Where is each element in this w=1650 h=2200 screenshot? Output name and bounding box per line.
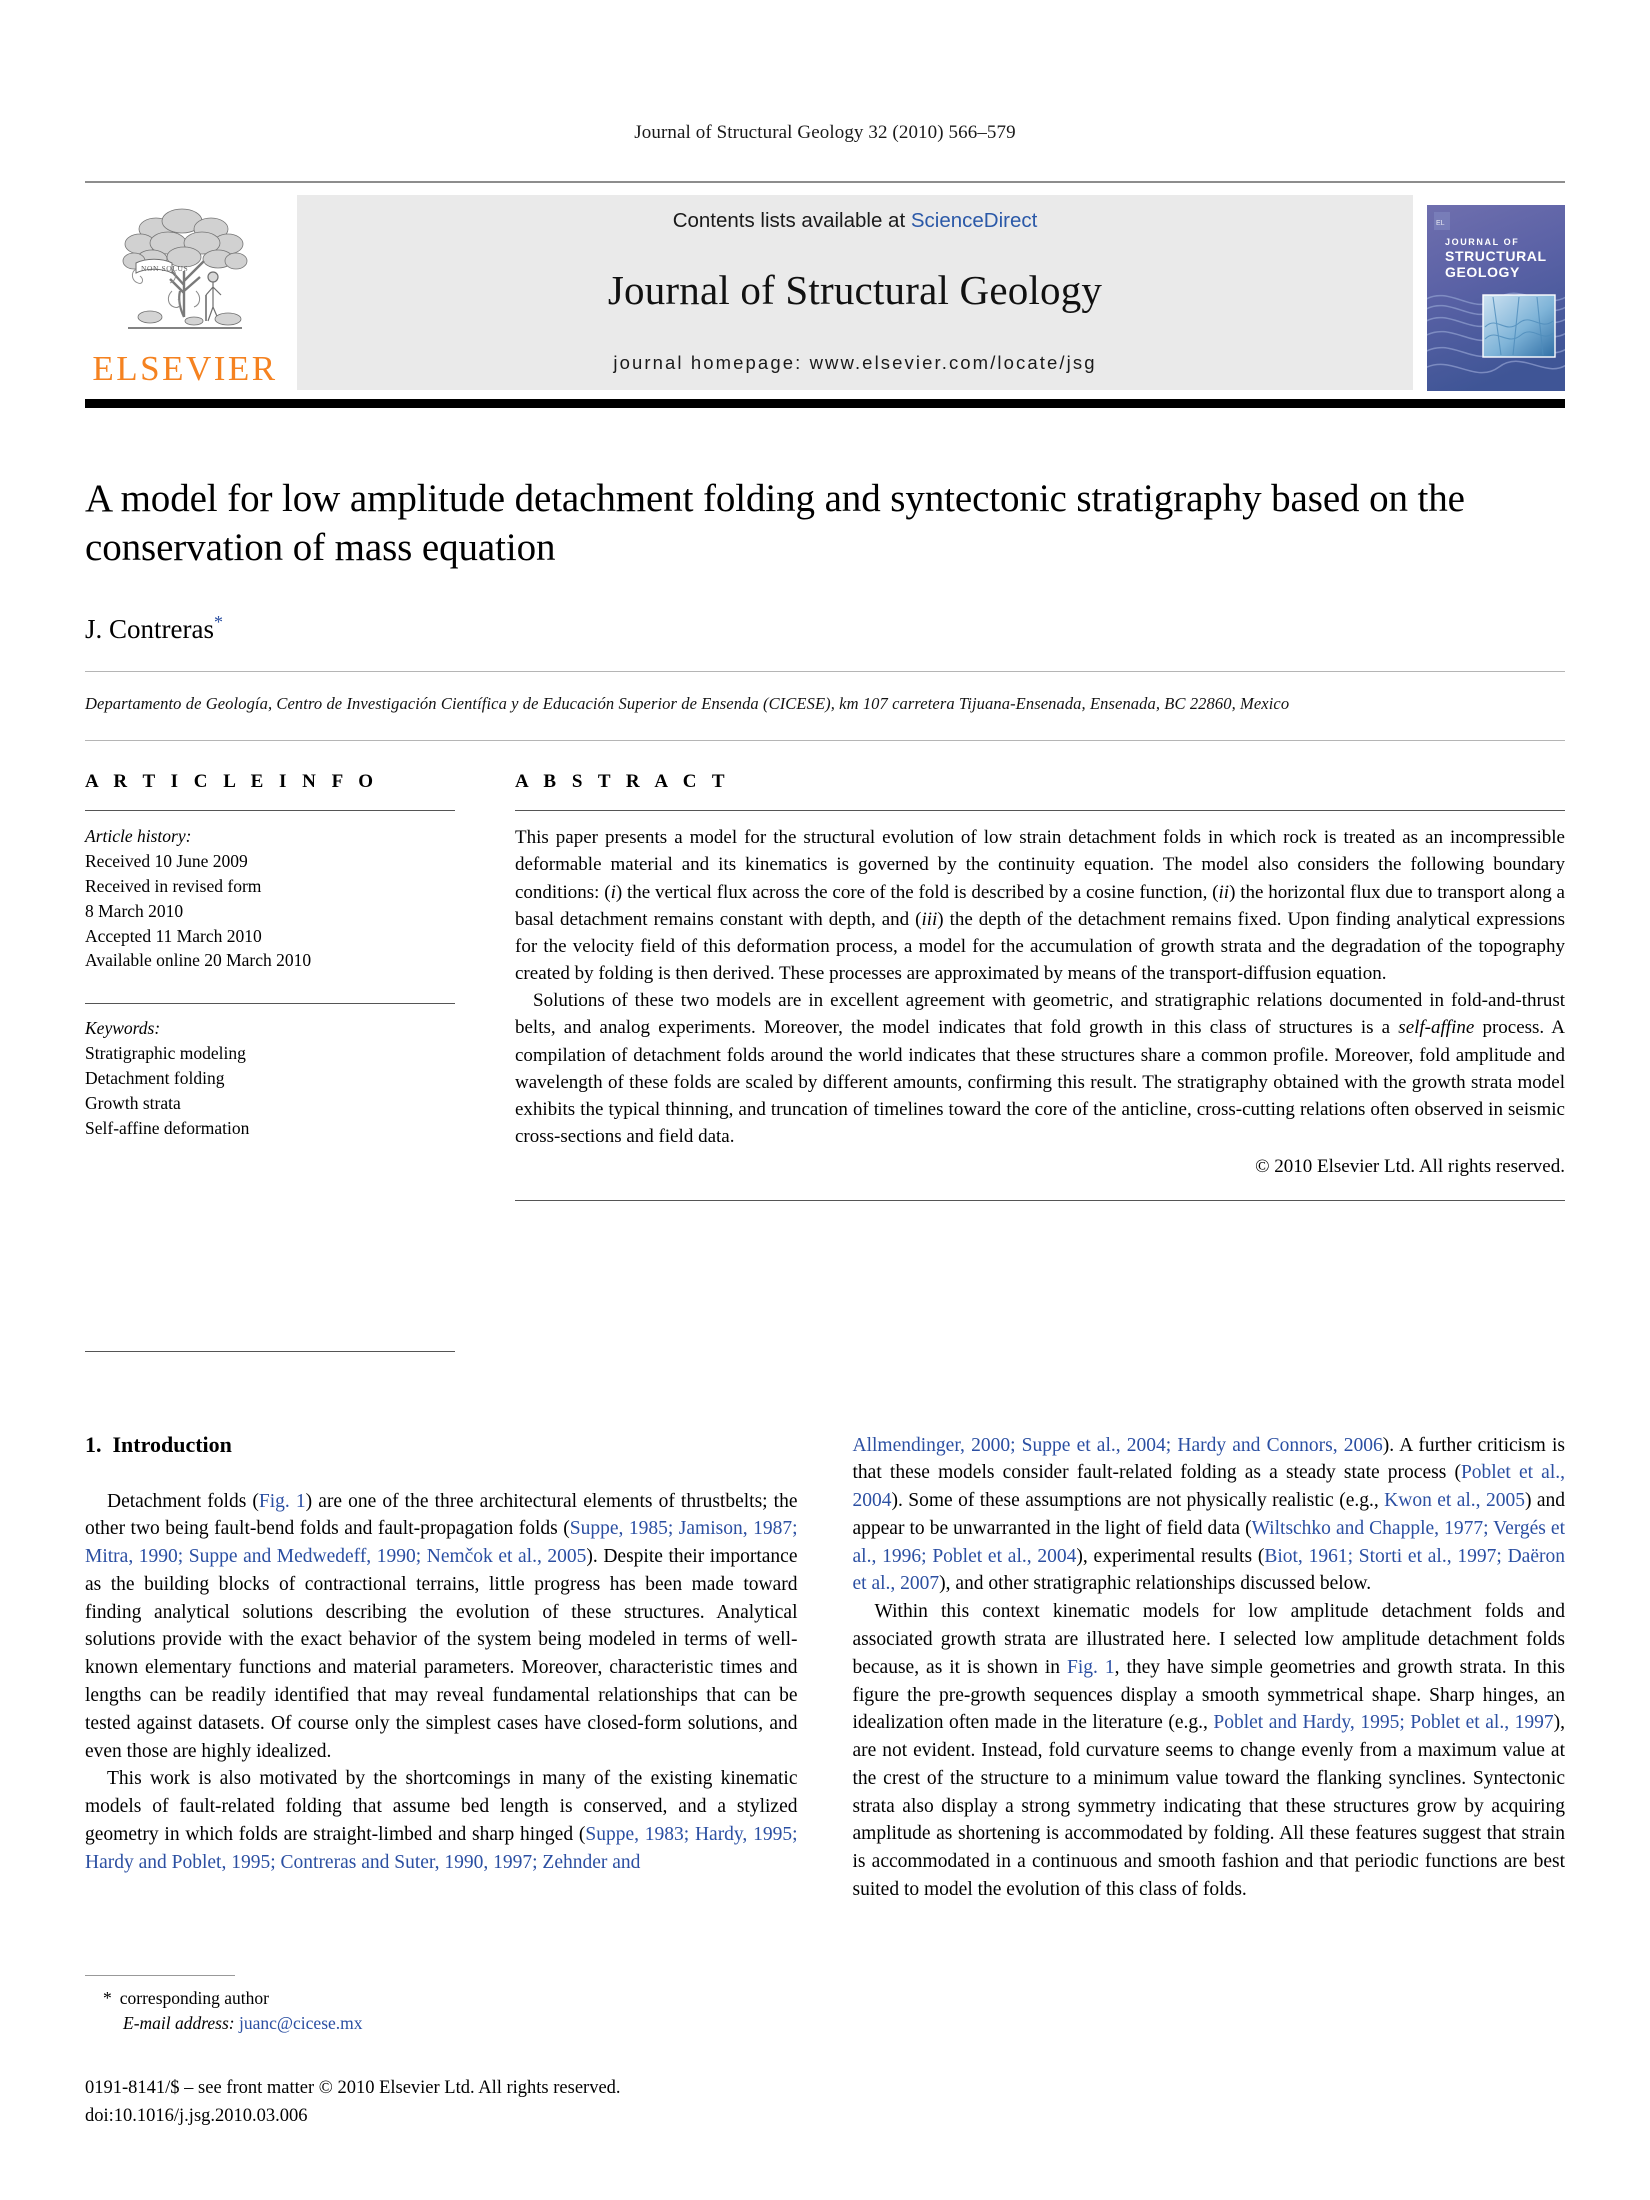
section-title: Introduction <box>112 1431 232 1457</box>
figure-reference-link[interactable]: Fig. 1 <box>1067 1656 1115 1678</box>
citation-link[interactable]: Wiltschko and Chapple, 1977; Vergés et al., 1996; Poblet et al., 2004 <box>852 1517 1565 1567</box>
intro-paragraph-1-cont <box>853 1432 1566 1599</box>
intro-left-text <box>85 1488 798 1877</box>
abstract-p1-c: ) the horizontal flux due to transport along a basal detachment remains constant with depth, and ( <box>515 881 1565 930</box>
citation-link[interactable]: Poblet et al., 2004 <box>852 1462 1565 1512</box>
journal-banner <box>85 181 1565 390</box>
body-column-right <box>853 1432 1566 1904</box>
abstract-cond-i: i <box>610 881 616 903</box>
email-note <box>103 2011 725 2036</box>
citation-link[interactable]: Biot, 1961; Storti et al., 1997; Daëron et al., 2007 <box>852 1545 1565 1595</box>
contents-available-line <box>673 209 1038 233</box>
figure-reference-link[interactable]: Fig. 1 <box>258 1490 306 1512</box>
intro-r-p1-e: ), and other stratigraphic relationships discussed below. <box>939 1573 1372 1595</box>
body-column-left <box>85 1432 798 1904</box>
keywords-rule <box>85 1003 455 1004</box>
cover-line-2: STRUCTURAL <box>1445 248 1547 264</box>
contents-prefix: Contents lists available at <box>672 209 911 232</box>
abstract-heading: A B S T R A C T <box>515 771 731 793</box>
abstract-self-affine-em: self-affine <box>1398 1017 1475 1039</box>
citation-link[interactable]: Allmendinger, 2000; Suppe et al., 2004; Hardy and Connors, 2006 <box>852 1434 1383 1456</box>
history-item: Received 10 June 2009 <box>85 851 248 872</box>
svg-text:EL: EL <box>1436 220 1445 227</box>
corresponding-author-note <box>103 1986 725 2011</box>
info-abstract-section <box>85 771 1565 1359</box>
article-info-column <box>85 771 455 1359</box>
abstract-bottom-rule <box>515 1200 1565 1201</box>
email-link[interactable]: juanc@cicese.mx <box>239 2013 363 2034</box>
author-label: J. Contreras <box>85 614 214 645</box>
non-solus-text: NON SOLUS <box>141 264 189 273</box>
abstract-p2-b: process. A compilation of detachment folds around the world indicates that these structures share a common profile. Moreover, fold amplitude and wavelength of these folds are scaled by different amounts, confirming this result. The stratigraphy obtained with the growth strata model exhibits the typical thinning, and truncation of timelines toward the core of the anticline, cross-cutting relations often observed in seismic cross-sections and field data. <box>515 1017 1566 1147</box>
article-info-bottom-rule <box>85 1351 455 1352</box>
running-head: Journal of Structural Geology 32 (2010) 566–579 <box>634 122 1016 143</box>
sciencedirect-link[interactable]: ScienceDirect <box>910 209 1038 232</box>
abstract-p1-a: This paper presents a model for the structural evolution of low strain detachment folds in which rock is treated as an incompressible deformable material and its kinematics is governed by the continuity equation. The model also considers the following boundary conditions: ( <box>515 827 1565 903</box>
affiliation: Departamento de Geología, Centro de Investigación Científica y de Educación Superior de Ensenda (CICESE), km 107 carretera Tijuana-Ensenada, Ensenada, BC 22860, Mexico <box>85 694 1290 714</box>
corresponding-author-marker: * <box>213 612 223 633</box>
keyword-item: Self-affine deformation <box>85 1117 250 1138</box>
journal-title: Journal of Structural Geology <box>607 267 1103 313</box>
intro-r-p1-d: ), experimental results ( <box>1076 1545 1265 1567</box>
banner-center <box>297 195 1413 390</box>
intro-r-p1-c: ) and appear to be unwarranted in the light of field data ( <box>852 1490 1566 1539</box>
cover-image <box>1427 205 1565 391</box>
abstract-p1-b: ) the vertical flux across the core of the fold is described by a cosine function, ( <box>615 881 1219 903</box>
abstract-p1-d: ) the depth of the detachment remains fixed. Upon finding analytical expressions for the velocity field of this deformation process, a model for the accumulation of growth strata and the degradation of the topography created by folding is then derived. These processes are approximated by means of the transport-diffusion equation. <box>515 908 1565 985</box>
abstract-paragraph-1 <box>515 824 1565 987</box>
page-title: A model for low amplitude detachment folding and syntectonic stratigraphy based on the conservation of mass equation <box>85 477 1465 570</box>
keywords-block <box>85 1016 455 1140</box>
article-info-heading: A R T I C L E I N F O <box>85 771 379 793</box>
journal-homepage-link[interactable]: journal homepage: www.elsevier.com/locate/jsg <box>613 352 1097 373</box>
cover-line-1: JOURNAL OF <box>1445 237 1520 247</box>
section-heading-introduction <box>85 1432 798 1458</box>
keywords-label: Keywords: <box>85 1018 161 1039</box>
intro-paragraph-3 <box>853 1598 1566 1904</box>
history-item: Accepted 11 March 2010 <box>85 925 262 946</box>
intro-l-p1-a: Detachment folds ( <box>107 1490 259 1512</box>
footnote-content <box>85 1986 725 2037</box>
front-matter-line: 0191-8141/$ – see front matter © 2010 Elsevier Ltd. All rights reserved. <box>85 2078 621 2098</box>
abstract-cond-ii: ii <box>1218 881 1230 903</box>
intro-r-p1-b: ). Some of these assumptions are not physically realistic (e.g., <box>891 1490 1385 1512</box>
intro-r-p1-a: ). A further criticism is that these models consider fault-related folding as a steady state process ( <box>852 1434 1566 1484</box>
intro-r-p2-a: Within this context kinematic models for low amplitude detachment folds and associated growth strata are illustrated here. I selected low amplitude detachment folds because, as it is shown in <box>852 1601 1565 1678</box>
history-item: Available online 20 March 2010 <box>85 950 312 971</box>
footnote-rule <box>85 1975 235 1976</box>
abstract-paragraph-2 <box>515 987 1565 1150</box>
abstract-p2-a: Solutions of these two models are in excellent agreement with geometric, and stratigraphic relations documented in fold-and-thrust belts, and analog experiments. Moreover, the model indicates that fold growth in this class of structures is a <box>515 990 1565 1039</box>
section-number: 1. <box>85 1431 102 1457</box>
corresponding-author-text: corresponding author <box>119 1988 269 2008</box>
journal-cover-thumbnail <box>1427 195 1565 390</box>
doi-line: doi:10.1016/j.jsg.2010.03.006 <box>85 2105 308 2126</box>
affiliation-rule <box>85 740 1565 741</box>
citation-link[interactable]: Suppe, 1983; Hardy, 1995; Hardy and Poblet, 1995; Contreras and Suter, 1990, 1997; Zehnder and <box>85 1823 798 1873</box>
intro-paragraph-2 <box>85 1765 798 1876</box>
elsevier-wordmark: ELSEVIER <box>92 349 278 388</box>
abstract-copyright: © 2010 Elsevier Ltd. All rights reserved. <box>1255 1156 1565 1178</box>
abstract-cond-iii: iii <box>921 908 938 930</box>
abstract-column <box>515 771 1565 1359</box>
keyword-item: Growth strata <box>85 1092 181 1113</box>
intro-l-p1-c: ). Despite their importance as the building blocks of contractional terrains, little progress has been made toward finding analytical solutions describing the evolution of these structures. Analytical solutions provide with the exact behavior of the system being modeled in terms of well-known elementary functions and material parameters. Moreover, characteristic times and lengths can be readily identified that may reveal fundamental relationships that can be tested against datasets. Of course only the simplest cases have closed-form solutions, and even those are highly idealized. <box>85 1546 798 1762</box>
elsevier-logo <box>85 195 285 390</box>
elsevier-tree-icon <box>110 199 260 349</box>
history-item: 8 March 2010 <box>85 900 184 921</box>
footnote-area <box>85 1975 725 2037</box>
article-info-rule <box>85 810 455 811</box>
keyword-item: Stratigraphic modeling <box>85 1043 246 1064</box>
cover-line-3: GEOLOGY <box>1445 264 1520 280</box>
abstract-rule <box>515 810 1565 811</box>
intro-l-p2-a: This work is also motivated by the shortcomings in many of the existing kinematic models of fault-related folding that assume bed length is conserved, and a stylized geometry in which folds are straight-limbed and sharp hinged ( <box>85 1768 798 1845</box>
citation-link[interactable]: Suppe, 1985; Jamison, 1987; Mitra, 1990; Suppe and Medwedeff, 1990; Nemčok et al., 2005 <box>85 1518 798 1568</box>
intro-l-p1-b: ) are one of the three architectural elements of thrustbelts; the other two being fault-bend folds and fault-propagation folds ( <box>85 1490 798 1540</box>
history-item: Received in revised form <box>85 875 262 896</box>
intro-paragraph-1 <box>85 1488 798 1766</box>
article-body <box>85 1432 1565 1904</box>
abstract-body <box>515 824 1565 1150</box>
intro-right-text <box>853 1432 1566 1904</box>
intro-r-p2-c: ), are not evident. Instead, fold curvature seems to change evenly from a maximum value at the crest of the structure to a minimum value toward the flanking synclines. Syntectonic strata also display a strong symmetry indicating that these structures grow by acquiring amplitude as shortening is accommodated by folding. All these features suggest that strain is accommodated in a continuous and smooth fashion and that periodic functions are best suited to model the evolution of this class of folds. <box>852 1712 1565 1901</box>
keyword-item: Detachment folding <box>85 1068 225 1088</box>
author-name <box>85 612 1565 645</box>
page-footer <box>85 2075 621 2131</box>
footnote-marker: * <box>103 1988 112 2008</box>
email-label: E-mail address: <box>123 2013 235 2034</box>
article-history-label: Article history: <box>85 826 192 847</box>
citation-link[interactable]: Kwon et al., 2005 <box>1384 1490 1525 1512</box>
intro-r-p2-b: , they have simple geometries and growth strata. In this figure the pre-growth sequences display a smooth symmetrical shape. Sharp hinges, an idealization often made in the literature (e.g., <box>852 1656 1566 1734</box>
article-history-block <box>85 824 455 973</box>
banner-bottom-rule <box>85 399 1565 408</box>
citation-link[interactable]: Poblet and Hardy, 1995; Poblet et al., 1997 <box>1213 1712 1554 1734</box>
author-rule <box>85 671 1565 672</box>
